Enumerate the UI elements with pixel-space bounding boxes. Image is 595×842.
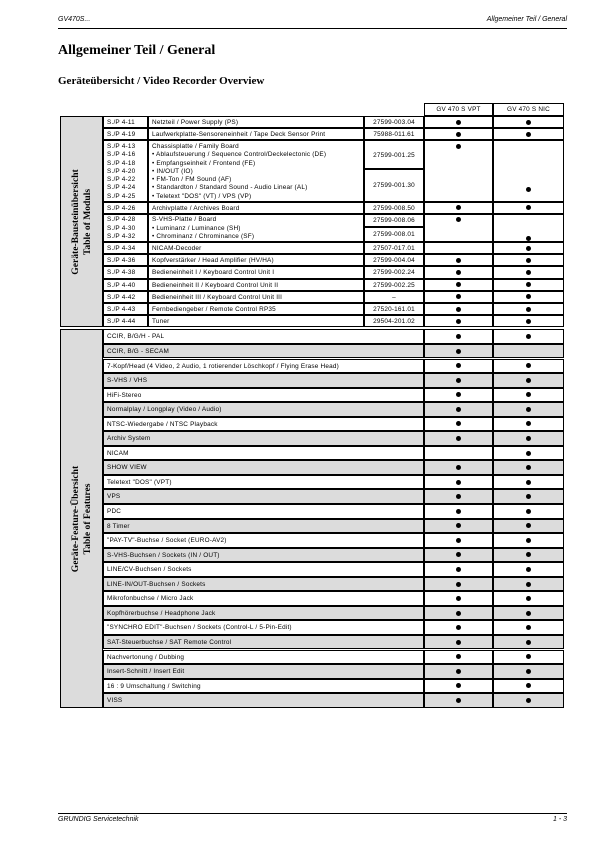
module-desc: Bedieneinheit II / Keyboard Control Unit II (152, 281, 279, 289)
feature-label-cell (103, 388, 424, 403)
module-part-number-lines (368, 117, 420, 127)
module-part-number-lines (368, 129, 420, 139)
module-part-number-lines (368, 203, 420, 213)
module-desc: • IN/OUT (IO) (152, 167, 193, 175)
availability-dot (526, 669, 531, 674)
module-desc-lines (152, 215, 360, 241)
module-page: S./P 4-11 (107, 118, 135, 126)
module-part-number-lines (368, 228, 420, 240)
module-part-number-lines (368, 292, 420, 302)
module-part-number-cell (364, 266, 424, 278)
module-page-lines (107, 129, 144, 139)
availability-dot (456, 567, 461, 572)
module-part-number-cell (364, 303, 424, 315)
feature-label-cell (103, 635, 424, 650)
modules-side-label-side-line2: Table of Moduls (81, 188, 93, 255)
availability-dot (456, 480, 461, 485)
module-page-lines (107, 255, 144, 265)
availability-dot (456, 698, 461, 703)
module-page-lines (107, 267, 144, 277)
module-part-number-cell (364, 214, 424, 227)
module-desc-cell (148, 303, 364, 315)
module-page-cell (103, 315, 148, 327)
module-page-cell (103, 279, 148, 291)
availability-dot (526, 307, 531, 312)
availability-dot (456, 319, 461, 324)
page-footer (58, 816, 567, 828)
module-page-cell (103, 303, 148, 315)
module-desc-cell (148, 116, 364, 128)
module-part-number-lines (368, 215, 420, 226)
feature-label-cell (103, 373, 424, 388)
module-part-number-cell (364, 227, 424, 242)
module-page: S./P 4-28 (107, 216, 136, 224)
availability-dot (526, 120, 531, 125)
module-page: S./P 4-40 (107, 281, 136, 289)
module-desc: • Luminanz / Luminance (SH) (152, 224, 241, 232)
module-part-number-lines (368, 316, 420, 326)
feature-label: CCIR, B/G/H - PAL (107, 333, 165, 341)
module-desc: S-VHS-Platte / Board (152, 216, 217, 224)
module-page-lines (107, 203, 144, 213)
header-doc-id: GV470S... (58, 16, 91, 23)
feature-label-cell (103, 577, 424, 592)
module-page-cell (103, 242, 148, 254)
column-header-vpt: GV 470 S VPT (424, 103, 493, 116)
availability-dot (456, 144, 461, 149)
module-page: S./P 4-44 (107, 318, 136, 326)
availability-dot (456, 509, 461, 514)
availability-dot (456, 611, 461, 616)
feature-label-cell (103, 650, 424, 665)
feature-label: NTSC-Wiedergabe / NTSC Playback (107, 420, 218, 428)
feature-label-cell (103, 489, 424, 504)
module-desc-cell (148, 254, 364, 266)
module-part-number: 27520-161.01 (373, 305, 415, 313)
module-part-number-lines (368, 267, 420, 277)
module-desc-cell (148, 202, 364, 214)
module-page-lines (107, 117, 144, 127)
feature-label-cell (103, 417, 424, 432)
module-page: S./P 4-24 (107, 184, 136, 192)
module-desc-cell (148, 242, 364, 254)
module-page: S./P 4-36 (107, 257, 136, 265)
module-page: S./P 4-13 (107, 142, 136, 150)
module-desc: Kopfverstärker / Head Amplifier (HV/HA) (152, 257, 274, 265)
availability-dot (526, 132, 531, 137)
module-desc-lines (152, 255, 360, 265)
feature-label: NICAM (107, 449, 129, 457)
module-desc: Fernbediengeber / Remote Control RP35 (152, 305, 276, 313)
module-page: S./P 4-32 (107, 233, 136, 241)
module-desc: • Empfangseinheit / Frontend (FE) (152, 159, 256, 167)
module-part-number-lines (368, 243, 420, 253)
availability-dot (526, 378, 531, 383)
module-desc-cell (148, 266, 364, 278)
module-page-cell (103, 128, 148, 140)
module-desc-lines (152, 243, 360, 253)
modules-side-label (60, 116, 103, 327)
page-header (58, 16, 567, 28)
module-page-cell (103, 202, 148, 214)
module-desc: Laufwerkplatte-Sensoreneinheit / Tape Deck Sensor Print (152, 131, 326, 139)
feature-label: HiFi-Stereo (107, 391, 142, 399)
feature-label: "SYNCHRO EDIT"-Buchsen / Sockets (Control-L / 5-Pin-Edit) (107, 624, 292, 632)
module-desc: • Teletext "DOS" (VT) / VPS (VP) (152, 192, 252, 200)
availability-dot (456, 307, 461, 312)
module-desc-lines (152, 292, 360, 302)
feature-label: Kopfhörerbuchse / Headphone Jack (107, 609, 216, 617)
module-desc: • Ablaufsteuerung / Sequence Control/Deckelectonic (DE) (152, 151, 327, 159)
availability-dot (526, 451, 531, 456)
module-desc: Tuner (152, 318, 170, 326)
module-part-number-lines (368, 141, 420, 160)
feature-label: 16 : 9 Umschaltung / Switching (107, 682, 201, 690)
module-part-number-cell (364, 169, 424, 202)
module-page-lines (107, 215, 144, 241)
section-title: Geräteübersicht / Video Recorder Overview (58, 75, 265, 87)
feature-label: SHOW VIEW (107, 464, 147, 472)
features-side-label-side-line2: Table of Features (81, 483, 93, 554)
availability-dot (526, 407, 531, 412)
module-part-number-cell (364, 116, 424, 128)
module-page-lines (107, 304, 144, 314)
module-desc: • Chrominanz / Chrominance (SF) (152, 233, 255, 241)
availability-dot (526, 582, 531, 587)
module-part-number: 27599-008.50 (373, 204, 415, 212)
module-vpt-cell (424, 140, 493, 201)
module-page: S./P 4-30 (107, 224, 136, 232)
module-page: S./P 4-20 (107, 167, 136, 175)
page-number: 1 - 3 (552, 816, 567, 823)
feature-label: LINE-IN/OUT-Buchsen / Sockets (107, 580, 206, 588)
module-part-number: – (392, 293, 396, 301)
feature-label-cell (103, 620, 424, 635)
module-page-lines (107, 316, 144, 326)
feature-label-cell (103, 359, 424, 374)
module-part-number: 75988-011.61 (373, 131, 415, 139)
module-desc-lines (152, 203, 360, 213)
module-desc-lines (152, 141, 360, 201)
feature-label: VPS (107, 493, 121, 501)
module-part-number-lines (368, 280, 420, 290)
module-desc-lines (152, 316, 360, 326)
availability-dot (456, 669, 461, 674)
feature-label: VISS (107, 697, 123, 705)
feature-label: PDC (107, 508, 122, 515)
availability-dot (456, 378, 461, 383)
module-desc-lines (152, 117, 360, 127)
module-desc: Archivplatte / Archives Board (152, 204, 240, 212)
feature-label-cell (103, 446, 424, 461)
module-part-number-lines (368, 304, 420, 314)
availability-dot (456, 538, 461, 543)
module-desc-cell (148, 315, 364, 327)
availability-dot (456, 407, 461, 412)
availability-dot (456, 349, 461, 354)
module-desc-cell (148, 279, 364, 291)
module-page-lines (107, 292, 144, 302)
availability-dot (456, 436, 461, 441)
modules-side-label-text (70, 169, 94, 275)
feature-label-cell (103, 664, 424, 679)
feature-label: S-VHS / VHS (107, 377, 148, 385)
module-part-number-cell (364, 291, 424, 303)
footer-publisher: GRUNDIG Servicetechnik (58, 816, 139, 823)
feature-label: Insert-Schnitt / Insert Edit (107, 668, 185, 676)
feature-label: Normalplay / Longplay (Video / Audio) (107, 406, 222, 414)
module-page-cell (103, 140, 148, 201)
features-side-label-text (70, 465, 94, 571)
availability-dot (526, 436, 531, 441)
page-title: Allgemeiner Teil / General (58, 43, 216, 58)
feature-label: LINE/CV-Buchsen / Sockets (107, 566, 192, 574)
module-page-lines (107, 243, 144, 253)
availability-dot (526, 258, 531, 263)
module-desc: • Standardton / Standard Sound - Audio Linear (AL) (152, 184, 308, 192)
module-page: S./P 4-16 (107, 151, 136, 159)
module-desc-lines (152, 304, 360, 314)
module-part-number: 27599-003.04 (373, 118, 415, 126)
module-part-number: 27599-001.25 (373, 151, 415, 159)
module-desc-lines (152, 129, 360, 139)
feature-label-cell (103, 402, 424, 417)
feature-label-cell (103, 431, 424, 446)
module-desc: Netzteil / Power Supply (PS) (152, 118, 239, 126)
feature-label-cell (103, 693, 424, 708)
module-part-number: 27599-008.01 (373, 231, 415, 239)
module-page: S./P 4-42 (107, 293, 136, 301)
modules-side-label-side-line1: Geräte-Bausteinübersicht (69, 168, 81, 275)
availability-dot (526, 698, 531, 703)
availability-dot (526, 567, 531, 572)
feature-label-cell (103, 548, 424, 563)
module-page: S./P 4-38 (107, 269, 136, 277)
feature-label: Teletext "DOS" (VPT) (107, 478, 172, 486)
module-nic-cell (493, 140, 564, 201)
module-page-cell (103, 291, 148, 303)
module-part-number-cell (364, 140, 424, 169)
module-page: S./P 4-25 (107, 192, 136, 200)
feature-label-cell (103, 475, 424, 490)
availability-dot (526, 640, 531, 645)
feature-label-cell (103, 460, 424, 475)
module-page: S./P 4-26 (107, 204, 136, 212)
feature-label-cell (103, 562, 424, 577)
module-part-number: 27599-002.25 (373, 281, 415, 289)
module-page-lines (107, 141, 144, 201)
feature-label-cell (103, 591, 424, 606)
module-part-number-lines (368, 170, 420, 190)
module-page-cell (103, 254, 148, 266)
module-desc: Chassisplatte / Family Board (152, 142, 239, 150)
module-page: S./P 4-22 (107, 176, 136, 184)
availability-dot (526, 538, 531, 543)
availability-dot (526, 480, 531, 485)
feature-label-cell (103, 329, 424, 344)
feature-label-cell (103, 504, 424, 519)
module-page-cell (103, 214, 148, 242)
availability-dot (526, 246, 531, 251)
module-part-number-cell (364, 202, 424, 214)
feature-label: Nachvertonung / Dubbing (107, 653, 185, 661)
module-part-number: 27507-017.01 (373, 244, 415, 252)
feature-label: Mikrofonbuchse / Micro Jack (107, 595, 194, 603)
availability-dot (526, 611, 531, 616)
module-part-number-cell (364, 242, 424, 254)
module-part-number-cell (364, 315, 424, 327)
module-desc: Bedieneinheit III / Keyboard Control Unit III (152, 293, 283, 301)
feature-label: CCIR, B/G - SECAM (107, 347, 169, 355)
module-page-cell (103, 266, 148, 278)
feature-label-cell (103, 344, 424, 359)
availability-dot (456, 270, 461, 275)
feature-label-cell (103, 606, 424, 621)
module-desc-cell (148, 128, 364, 140)
module-part-number: 27599-008.06 (373, 217, 415, 225)
module-page-lines (107, 280, 144, 290)
module-part-number-lines (368, 255, 420, 265)
module-page: S./P 4-34 (107, 244, 136, 252)
module-part-number: 27599-002.24 (373, 269, 415, 277)
module-page: S./P 4-18 (107, 159, 136, 167)
feature-label: Archiv System (107, 435, 151, 443)
feature-label: "PAY-TV"-Buchse / Socket (EURO-AV2) (107, 537, 227, 545)
feature-label-cell (103, 519, 424, 534)
availability-dot (526, 509, 531, 514)
availability-dot (456, 640, 461, 645)
module-part-number: 27599-004.04 (373, 257, 415, 265)
module-part-number: 27599-001.30 (373, 182, 415, 190)
availability-dot (526, 270, 531, 275)
availability-dot (456, 258, 461, 263)
module-part-number-cell (364, 279, 424, 291)
module-desc-lines (152, 267, 360, 277)
availability-dot (456, 582, 461, 587)
module-vpt-cell (424, 242, 493, 254)
availability-dot (456, 120, 461, 125)
module-desc-cell (148, 140, 364, 201)
module-desc-lines (152, 280, 360, 290)
module-part-number-cell (364, 128, 424, 140)
module-part-number: 29504-201.02 (373, 318, 415, 326)
module-page-cell (103, 116, 148, 128)
feature-label: S-VHS-Buchsen / Sockets (IN / OUT) (107, 551, 220, 559)
feature-label: SAT-Steuerbuchse / SAT Remote Control (107, 638, 232, 646)
header-section: Allgemeiner Teil / General (486, 16, 567, 23)
footer-rule (58, 813, 567, 814)
features-side-label-side-line1: Geräte-Feature-Übersicht (69, 465, 81, 572)
module-page: S./P 4-19 (107, 131, 136, 139)
feature-vpt-cell (424, 446, 493, 461)
feature-label: 8 Timer (107, 522, 130, 530)
feature-label: 7-Kopf/Head (4 Video, 2 Audio, 1 rotierender Löschkopf / Flying Erase Head) (107, 362, 339, 370)
module-desc-cell (148, 291, 364, 303)
column-header-nic: GV 470 S NIC (493, 103, 564, 116)
module-desc: • FM-Ton / FM Sound (AF) (152, 176, 232, 184)
feature-label-cell (103, 679, 424, 694)
module-desc: Bedieneinheit I / Keyboard Control Unit I (152, 269, 275, 277)
module-desc-cell (148, 214, 364, 242)
header-rule (58, 28, 567, 29)
features-side-label (60, 329, 103, 707)
availability-dot (526, 319, 531, 324)
module-desc: NICAM-Decoder (152, 244, 202, 252)
module-page: S./P 4-43 (107, 305, 136, 313)
availability-dot (526, 187, 531, 192)
feature-label-cell (103, 533, 424, 548)
availability-dot (456, 132, 461, 137)
feature-nic-cell (493, 344, 564, 359)
module-part-number-cell (364, 254, 424, 266)
